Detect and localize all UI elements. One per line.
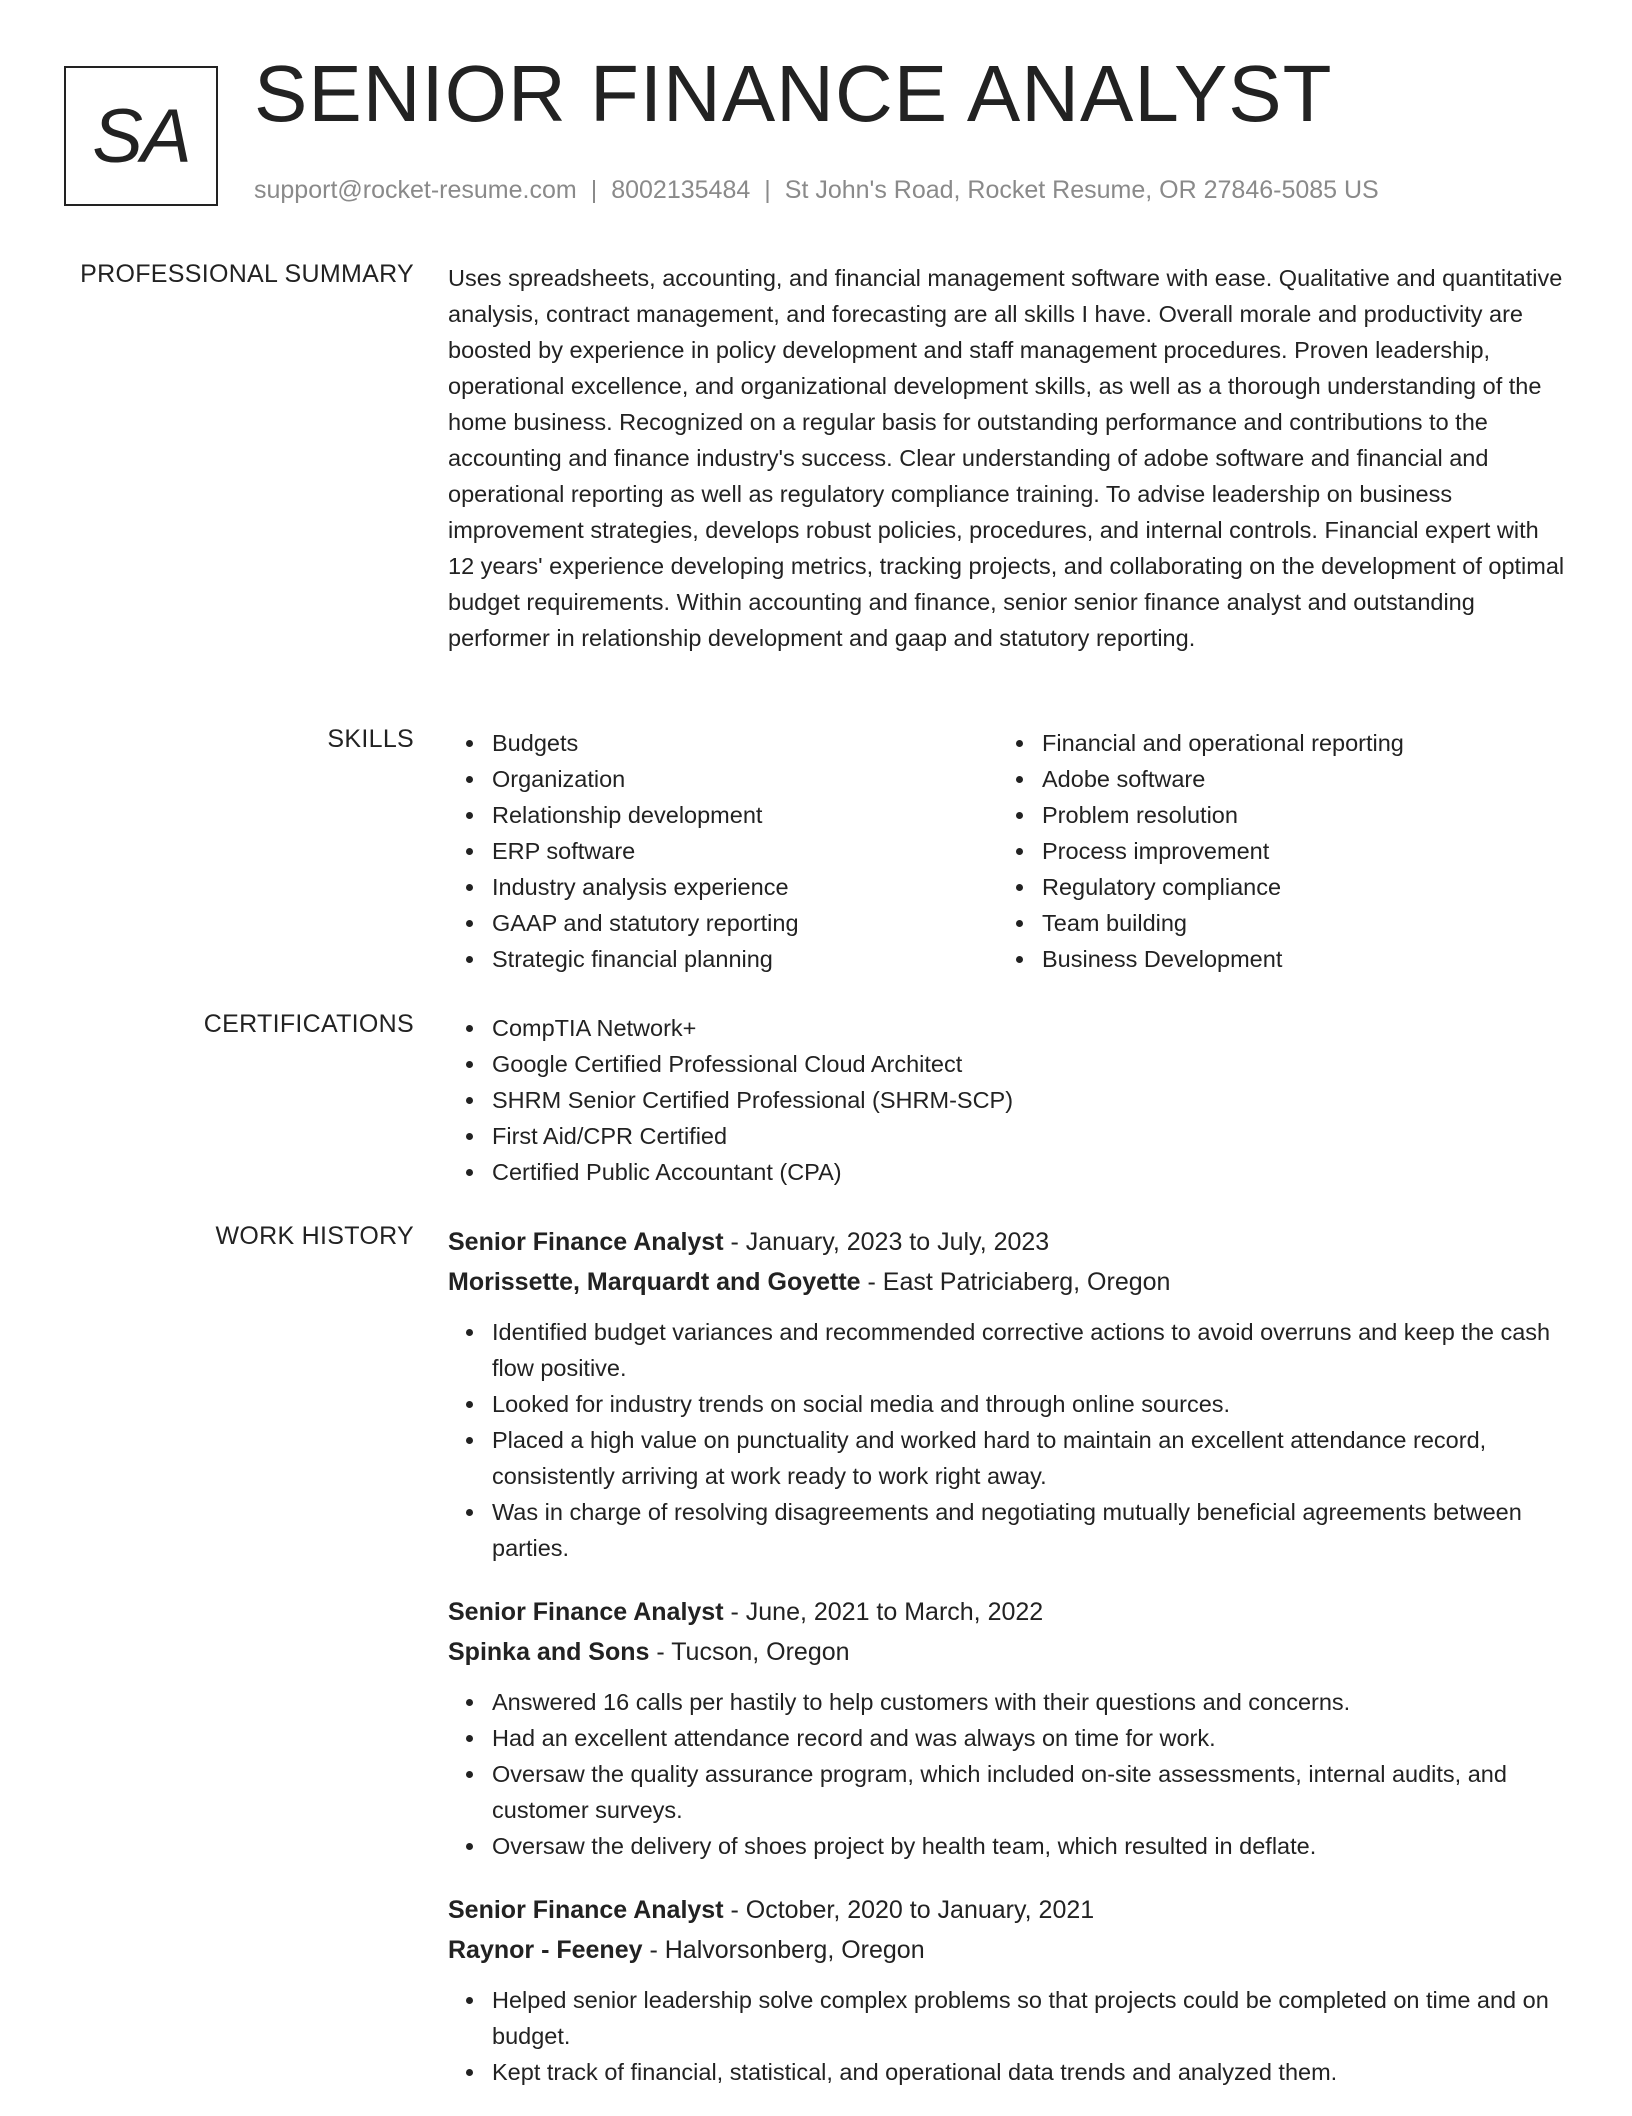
skills-list-right: [998, 725, 1548, 977]
contact-address: St John's Road, Rocket Resume, OR 27846-5085 US: [784, 176, 1379, 204]
skill-item: Budgets: [492, 725, 998, 761]
skill-item: ERP software: [492, 833, 998, 869]
contact-phone: 8002135484: [611, 176, 751, 204]
job-company-line: [448, 1262, 1568, 1302]
initials: SA: [92, 93, 190, 179]
resume-title: SENIOR FINANCE ANALYST: [254, 49, 1333, 138]
job-title: Senior Finance Analyst: [448, 1896, 724, 1924]
skill-item: Adobe software: [1042, 761, 1548, 797]
job-dates: - October, 2020 to January, 2021: [723, 1896, 1095, 1924]
skill-item: Financial and operational reporting: [1042, 725, 1548, 761]
skill-item: Regulatory compliance: [1042, 869, 1548, 905]
job-bullet: Looked for industry trends on social media and through online sources.: [492, 1386, 1568, 1422]
skill-item: Team building: [1042, 905, 1548, 941]
job-entry: [448, 1222, 1568, 1566]
job-company-line: [448, 1930, 1568, 1970]
section-label-summary: PROFESSIONAL SUMMARY: [80, 260, 414, 288]
certifications-list: [448, 1010, 1568, 1190]
certification-item: CompTIA Network+: [492, 1010, 1568, 1046]
skill-item: Problem resolution: [1042, 797, 1548, 833]
work-history-list: [448, 1222, 1568, 2116]
initials-monogram: [64, 66, 218, 206]
skill-item: Strategic financial planning: [492, 941, 998, 977]
job-bullet: Identified budget variances and recommended corrective actions to avoid overruns and keep the cash flow positive.: [492, 1314, 1568, 1386]
skill-item: Relationship development: [492, 797, 998, 833]
job-bullet: Helped senior leadership solve complex problems so that projects could be completed on time and on budget.: [492, 1982, 1568, 2054]
contact-line: [254, 176, 1379, 205]
skill-item: Organization: [492, 761, 998, 797]
job-title: Senior Finance Analyst: [448, 1598, 724, 1626]
certification-item: Certified Public Accountant (CPA): [492, 1154, 1568, 1190]
contact-separator: |: [764, 176, 771, 204]
job-location: - Halvorsonberg, Oregon: [642, 1936, 925, 1964]
skill-item: Process improvement: [1042, 833, 1548, 869]
job-location: - Tucson, Oregon: [649, 1638, 850, 1666]
job-location: - East Patriciaberg, Oregon: [860, 1268, 1171, 1296]
job-title-line: [448, 1222, 1568, 1262]
job-company: Spinka and Sons: [448, 1638, 650, 1666]
section-label-certifications: CERTIFICATIONS: [203, 1010, 414, 1038]
job-entry: [448, 1592, 1568, 1864]
contact-email: support@rocket-resume.com: [254, 176, 577, 204]
certification-item: SHRM Senior Certified Professional (SHRM-SCP): [492, 1082, 1568, 1118]
job-bullet: Was in charge of resolving disagreements and negotiating mutually beneficial agreements between parties.: [492, 1494, 1568, 1566]
job-bullet: Kept track of financial, statistical, and operational data trends and analyzed them.: [492, 2054, 1568, 2090]
job-company: Morissette, Marquardt and Goyette: [448, 1268, 861, 1296]
skill-item: GAAP and statutory reporting: [492, 905, 998, 941]
job-bullet: Had an excellent attendance record and was always on time for work.: [492, 1720, 1568, 1756]
section-label-skills: SKILLS: [327, 725, 414, 753]
job-bullets: [448, 1314, 1568, 1566]
job-bullet: Placed a high value on punctuality and worked hard to maintain an excellent attendance record, consistently arriving at work ready to work right away.: [492, 1422, 1568, 1494]
skills-list-left: [448, 725, 998, 977]
job-bullets: [448, 1982, 1568, 2090]
job-title: Senior Finance Analyst: [448, 1228, 724, 1256]
job-title-line: [448, 1890, 1568, 1930]
job-bullet: Oversaw the quality assurance program, which included on-site assessments, internal audits, and customer surveys.: [492, 1756, 1568, 1828]
job-bullet: Answered 16 calls per hastily to help customers with their questions and concerns.: [492, 1684, 1568, 1720]
skill-item: Business Development: [1042, 941, 1548, 977]
job-entry: [448, 1890, 1568, 2090]
section-label-work-history: WORK HISTORY: [215, 1222, 414, 1250]
job-company: Raynor - Feeney: [448, 1936, 643, 1964]
job-dates: - January, 2023 to July, 2023: [723, 1228, 1050, 1256]
skill-item: Industry analysis experience: [492, 869, 998, 905]
job-bullet: Oversaw the delivery of shoes project by health team, which resulted in deflate.: [492, 1828, 1568, 1864]
job-dates: - June, 2021 to March, 2022: [723, 1598, 1044, 1626]
contact-separator: |: [590, 176, 598, 204]
job-company-line: [448, 1632, 1568, 1672]
job-bullets: [448, 1684, 1568, 1864]
job-title-line: [448, 1592, 1568, 1632]
certification-item: Google Certified Professional Cloud Architect: [492, 1046, 1568, 1082]
summary-text: Uses spreadsheets, accounting, and financial management software with ease. Qualitative and quantitative analysis, contract management, and forecasting are all skills I have. Overall morale and productivity are boosted by experience in policy development and staff management procedures. Proven leadership, operational excellence, and organizational development skills, as well as a thorough understanding of the home business. Recognized on a regular basis for outstanding performance and contributions to the accounting and finance industry's success. Clear understanding of adobe software and financial and operational reporting as well as regulatory compliance training. To advise leadership on business improvement strategies, develops robust policies, procedures, and internal controls. Financial expert with 12 years' experience developing metrics, tracking projects, and collaborating on the development of optimal budget requirements. Within accounting and finance, senior senior finance analyst and outstanding performer in relationship development and gaap and statutory reporting.: [448, 265, 1565, 651]
certification-item: First Aid/CPR Certified: [492, 1118, 1568, 1154]
